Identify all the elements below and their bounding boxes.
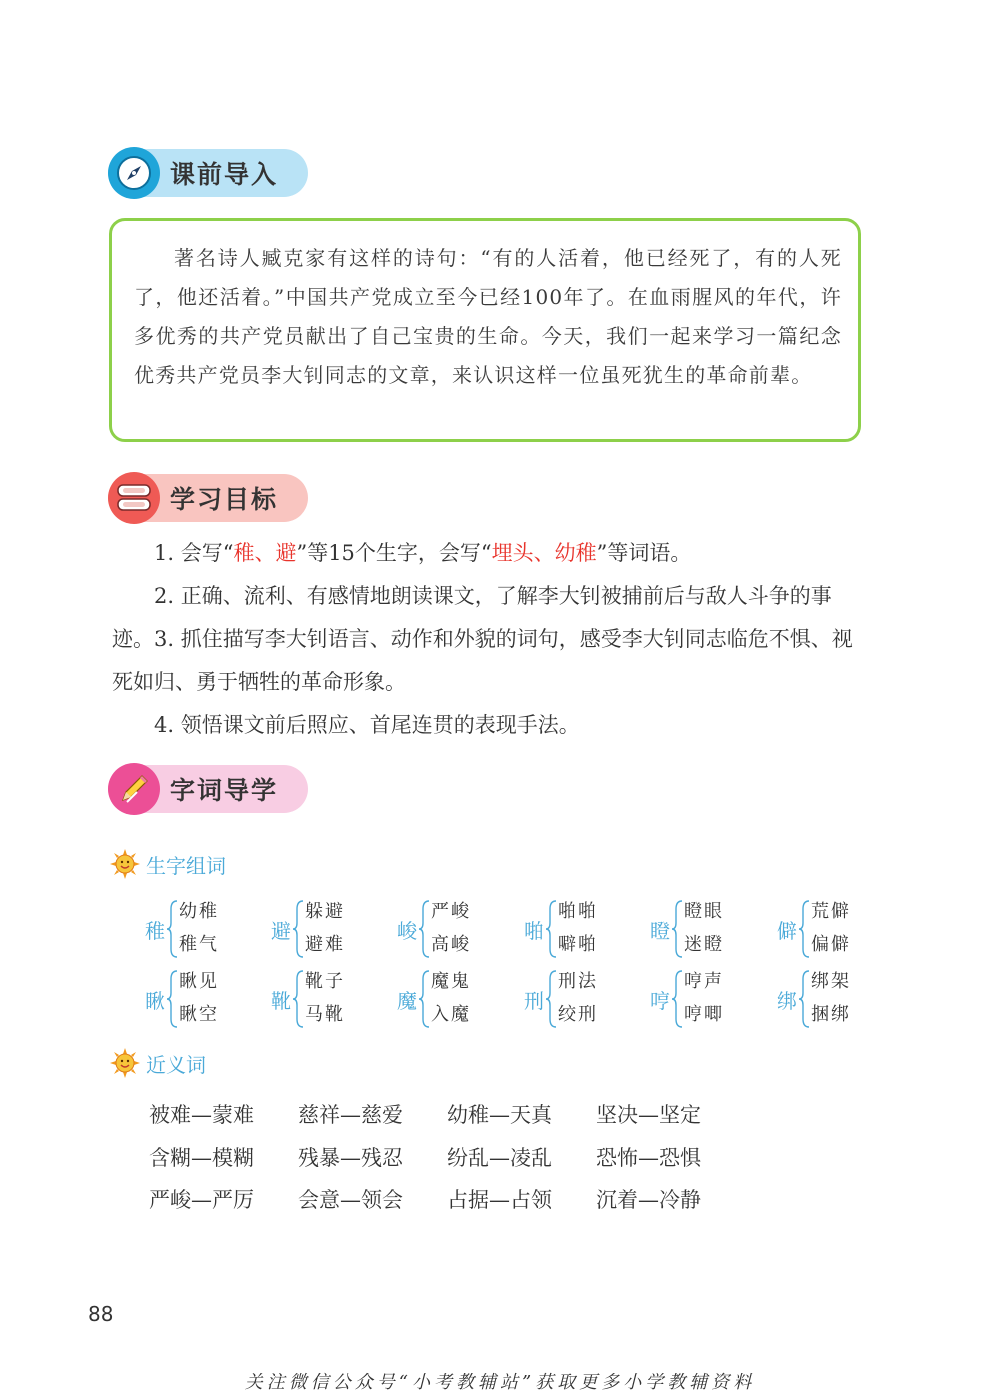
word: 哼声 xyxy=(684,971,724,992)
subheader-synonyms xyxy=(110,1048,206,1078)
word: 靴子 xyxy=(305,971,345,992)
goal-item-2: 2. 正确、流利、有感情地朗读课文，了解李大钊被捕前后与敌人斗争的事迹。 xyxy=(112,584,832,651)
synonym-pair: 含糊—模糊 xyxy=(149,1146,254,1170)
word: 绞刑 xyxy=(558,1004,598,1025)
intro-text: 著名诗人臧克家有这样的诗句：“有的人活着，他已经死了，有的人死了，他还活着。”中国共产党成立至今已经100年了。在血雨腥风的年代，许多优秀的共产党员献出了自己宝贵的生命。今天，我们一起来学习一篇纪念优秀共产党员李大钊同志的文章，来认识这样一位虽死犹生的革命前辈。 xyxy=(134,246,842,387)
synonym-pair: 恐怖—恐惧 xyxy=(596,1146,701,1170)
word: 避难 xyxy=(305,934,345,955)
section-title-goals: 学习目标 xyxy=(170,485,279,514)
char: 瞅 xyxy=(145,989,165,1013)
word: 稚气 xyxy=(179,934,219,955)
sun-icon xyxy=(110,849,140,879)
word: 啪啪 xyxy=(558,901,598,922)
char: 僻 xyxy=(777,919,797,943)
word: 瞅空 xyxy=(179,1004,219,1025)
word: 绑架 xyxy=(811,971,851,992)
char: 哼 xyxy=(650,989,670,1013)
char: 啪 xyxy=(524,919,544,943)
subheader-new-chars xyxy=(110,849,226,879)
synonym-pair: 纷乱—凌乱 xyxy=(447,1146,552,1170)
synonym-pair: 严峻—严厉 xyxy=(149,1188,254,1212)
word: 瞅见 xyxy=(179,971,219,992)
intro-box xyxy=(109,218,861,442)
goal-item-4: 4. 领悟课文前后照应、首尾连贯的表现手法。 xyxy=(154,713,580,737)
word: 马靴 xyxy=(305,1004,345,1025)
synonym-pair: 坚决—坚定 xyxy=(596,1103,701,1127)
synonym-pair: 慈祥—慈爱 xyxy=(298,1103,403,1127)
char: 稚 xyxy=(145,919,165,943)
char: 避 xyxy=(271,919,291,943)
char: 魔 xyxy=(397,989,417,1013)
word: 入魔 xyxy=(431,1004,471,1025)
word: 瞪眼 xyxy=(684,901,724,922)
word: 幼稚 xyxy=(179,901,219,922)
word: 严峻 xyxy=(431,901,471,922)
char: 峻 xyxy=(397,919,417,943)
word: 高峻 xyxy=(431,934,471,955)
page-number: 88 xyxy=(88,1302,114,1326)
goal-item-1: 1. 会写“稚、避”等15个生字，会写“埋头、幼稚”等词语。 xyxy=(154,541,692,565)
word: 躲避 xyxy=(305,901,345,922)
section-title-intro: 课前导入 xyxy=(170,160,279,189)
subheader-new-chars-label: 生字组词 xyxy=(146,853,226,878)
word: 荒僻 xyxy=(811,901,851,922)
synonym-pair: 会意—领会 xyxy=(298,1188,403,1212)
sun-icon xyxy=(110,1048,140,1078)
subheader-synonyms-label: 近义词 xyxy=(146,1052,206,1077)
word: 噼啪 xyxy=(558,934,598,955)
synonym-pair: 占据—占领 xyxy=(447,1188,552,1212)
synonym-pair: 沉着—冷静 xyxy=(596,1188,701,1212)
synonym-pair: 被难—蒙难 xyxy=(149,1103,254,1127)
compass-icon xyxy=(108,147,160,199)
books-icon xyxy=(108,472,160,524)
pencil-icon xyxy=(108,763,160,815)
word: 哼唧 xyxy=(684,1004,724,1025)
char: 靴 xyxy=(271,989,291,1013)
section-header-words xyxy=(108,765,308,813)
char: 瞪 xyxy=(650,919,670,943)
char: 绑 xyxy=(777,989,797,1013)
word: 魔鬼 xyxy=(431,971,471,992)
word: 迷瞪 xyxy=(684,934,724,955)
section-header-intro xyxy=(108,149,308,197)
footer-note: 关注微信公众号“小考教辅站”获取更多小学教辅资料 xyxy=(244,1372,756,1393)
char: 刑 xyxy=(524,989,544,1013)
word: 偏僻 xyxy=(811,934,851,955)
synonym-pair: 幼稚—天真 xyxy=(447,1103,552,1127)
section-title-words: 字词导学 xyxy=(170,776,279,805)
word: 刑法 xyxy=(558,971,598,992)
word: 捆绑 xyxy=(811,1004,851,1025)
goal-item-3: 3. 抓住描写李大钊语言、动作和外貌的词句，感受李大钊同志临危不惧、视死如归、勇于牺牲的革命形象。 xyxy=(112,627,853,694)
synonym-pair: 残暴—残忍 xyxy=(298,1146,403,1170)
section-header-goals xyxy=(108,474,308,522)
